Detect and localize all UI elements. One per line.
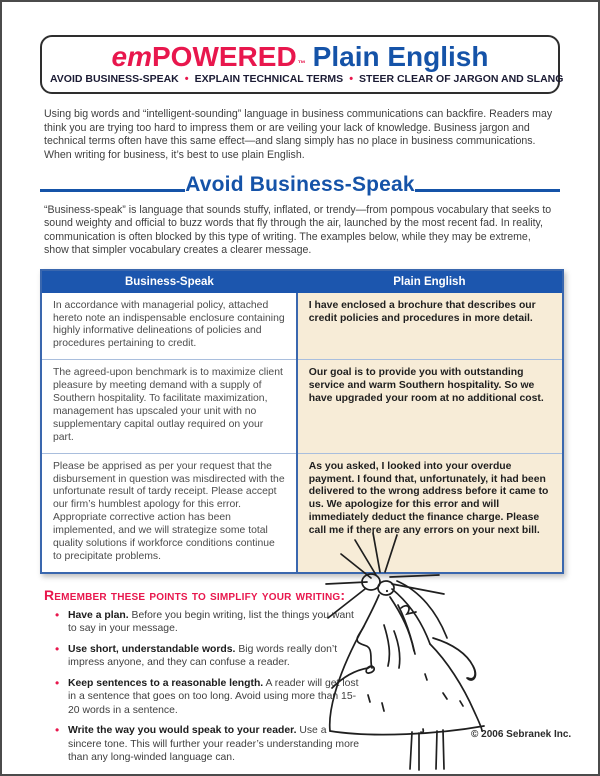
intro-paragraph: Using big words and “intelligent-sounding” language in business communications can backfire. Readers may think you are trying too hard to impress them or are veiling your lack of knowledge. Business jargon and technical terms often have this same effect—and slang simply has no place in business communications. When writing for business, it’s best to use plain English.: [44, 108, 553, 162]
heading-rule-left: [40, 189, 185, 192]
trademark-symbol: ™: [297, 59, 306, 68]
list-item: [55, 675, 360, 718]
tip-lead: Write the way you would speak to your reader.: [68, 725, 297, 737]
column-header-business-speak: Business-Speak: [41, 270, 297, 293]
tip-text: Before you begin writing, list the things you want to say in your message.: [68, 609, 354, 635]
section-title: Avoid Business-Speak: [185, 172, 415, 196]
bullet-icon: •: [55, 675, 60, 690]
list-item: [55, 723, 360, 765]
tips-list: [44, 609, 360, 765]
column-header-plain-english: Plain English: [297, 270, 563, 293]
tip-text: Big words really don’t impress anyone, and they can confuse a reader.: [68, 643, 338, 669]
plain-english-cell: Our goal is to provide you with outstanding service and warm Southern hospitality. So we have upgraded your room at no additional cost.: [297, 360, 563, 453]
tip-lead: Have a plan.: [68, 609, 129, 621]
tagline-part: STEER CLEAR OF JARGON AND SLANG: [359, 73, 564, 86]
table-row: [41, 293, 563, 360]
business-speak-cell: Please be apprised as per your request that the disbursement in question was misdirected with the unfortunate result of tardy receipt. Please accept our firm’s humblest apology for this error. Appropriate corrective action has been implemented, and we will strategize some total quality solutions if workforce conditions continue to precipitate problems.: [41, 453, 297, 573]
business-speak-cell: The agreed-upon benchmark is to maximize client pleasure by meeting demand with a supply of Southern hospitality. To facilitate maximization, management has upscaled your unit with no supplementary capital outlay required on your part.: [41, 360, 297, 453]
bullet-icon: •: [55, 607, 60, 622]
section-description: “Business-speak” is language that sounds stuffy, inflated, or trendy—from pompous vocabulary that seeks to sound weighty and official to buzz words that fly through the air, launched by the most recent fad. In reality, communication is often blocked by this type of writing. The examples below, while they may be extreme, show that simpler vocabulary creates a clearer message.: [44, 203, 552, 257]
tip-lead: Use short, understandable words.: [68, 643, 236, 655]
plain-english-cell: As you asked, I looked into your overdue payment. I found that, unfortunately, it had been delivered to the wrong address before it came to us. We apologize for this error and will immediately deduct the finance charge. Please call me if there are any errors on your next bill.: [297, 453, 563, 573]
tips-heading: Remember these points to simplify your writing:: [44, 586, 346, 603]
title-powered: POWERED: [151, 41, 297, 72]
list-item: [55, 641, 360, 670]
tip-lead: Keep sentences to a reasonable length.: [68, 677, 264, 689]
section-heading-row: [40, 172, 560, 196]
masthead-tagline: [50, 73, 564, 86]
bullet-icon: •: [184, 73, 189, 86]
tip-text: A reader will get lost in a sentence that goes on too long. Avoid using more than 15-20 words in a sentence.: [68, 677, 359, 716]
bullet-icon: •: [55, 641, 60, 656]
page-title: [50, 42, 550, 71]
tagline-part: EXPLAIN TECHNICAL TERMS: [194, 73, 344, 86]
masthead: [40, 35, 564, 94]
copyright-notice: © 2006 Sebranek Inc.: [471, 729, 572, 740]
title-em: em: [111, 41, 152, 72]
bullet-icon: •: [349, 73, 354, 86]
table-row: [41, 360, 563, 453]
business-speak-cell: In accordance with managerial policy, attached hereto note an indispensable enclosure containing highly informative delineations of policies and procedures pertaining to credit.: [41, 293, 297, 360]
tip-text: Use a sincere tone. This will further your reader’s understanding more than any long-winded language can.: [68, 725, 360, 764]
plain-english-cell: I have enclosed a brochure that describes our credit policies and procedures in more detail.: [297, 293, 563, 360]
tagline-part: AVOID BUSINESS-SPEAK: [50, 73, 179, 86]
list-item: [55, 607, 360, 636]
title-plain-english: Plain English: [312, 41, 489, 72]
bullet-icon: •: [55, 723, 60, 738]
table-header-row: [41, 270, 563, 293]
heading-rule-right: [415, 189, 560, 192]
